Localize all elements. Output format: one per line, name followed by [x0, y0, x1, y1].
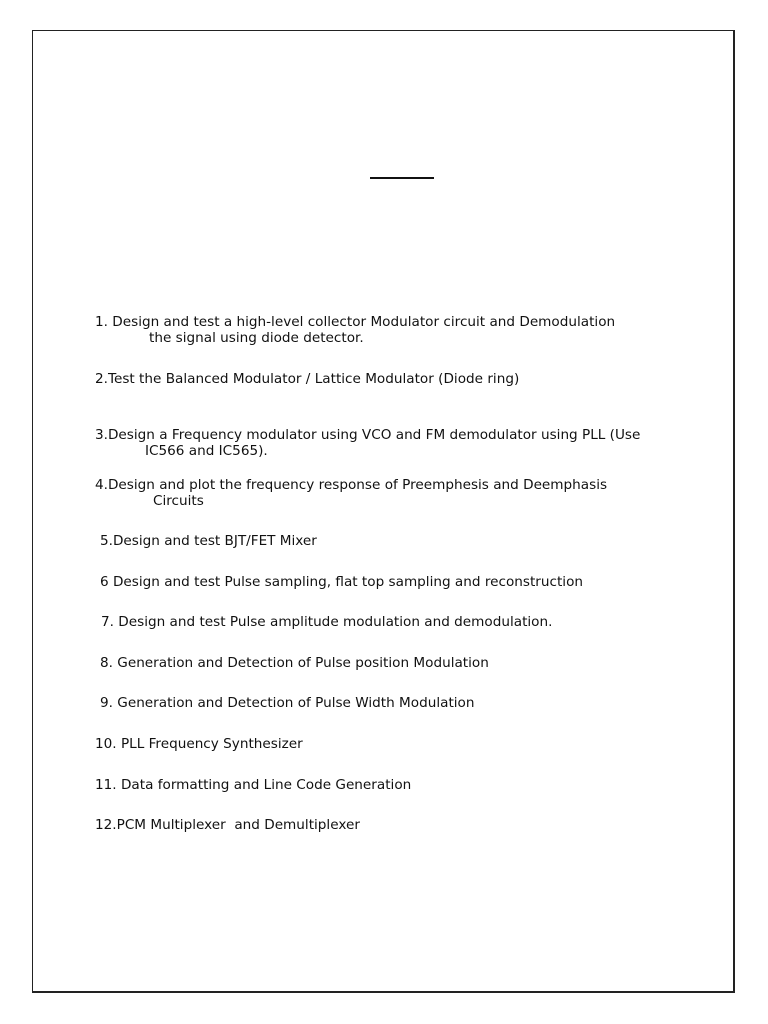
experiment-10-line-1: 10. PLL Frequency Synthesizer: [95, 736, 303, 752]
page-border: [32, 30, 735, 993]
experiment-1-line-1: 1. Design and test a high-level collector Modulator circuit and Demodulation: [95, 314, 616, 330]
experiment-item-9: [100, 695, 475, 711]
experiment-4-line-1: 4.Design and plot the frequency response of Preemphesis and Deemphasis: [95, 477, 608, 493]
experiment-9-line-1: 9. Generation and Detection of Pulse Width Modulation: [100, 695, 475, 711]
experiment-item-6: [100, 574, 583, 590]
experiment-4-line-2: Circuits: [153, 493, 204, 509]
experiment-3-line-2: IC566 and IC565).: [145, 443, 268, 459]
experiment-item-11: [95, 777, 411, 793]
experiment-11-line-1: 11. Data formatting and Line Code Generation: [95, 777, 412, 793]
experiment-item-10: [95, 736, 303, 752]
title-underline: [370, 177, 434, 179]
experiment-item-2: [95, 371, 519, 387]
experiment-item-4: [95, 477, 607, 509]
experiment-2-line-1: 2.Test the Balanced Modulator / Lattice Modulator (Diode ring): [95, 371, 520, 387]
experiment-12-line-1: 12.PCM Multiplexer and Demultiplexer: [95, 817, 360, 833]
experiment-item-1: [95, 314, 615, 346]
experiment-item-7: [101, 614, 552, 630]
experiment-item-5: [100, 533, 317, 549]
experiment-8-line-1: 8. Generation and Detection of Pulse position Modulation: [100, 655, 489, 671]
experiment-item-3: [95, 427, 640, 459]
experiment-item-8: [100, 655, 489, 671]
experiment-3-line-1: 3.Design a Frequency modulator using VCO and FM demodulator using PLL (Use: [95, 427, 641, 443]
experiment-item-12: [95, 817, 360, 833]
experiment-5-line-1: 5.Design and test BJT/FET Mixer: [100, 533, 317, 549]
experiment-7-line-1: 7. Design and test Pulse amplitude modulation and demodulation.: [101, 614, 553, 630]
experiment-1-line-2: the signal using diode detector.: [149, 330, 364, 346]
experiment-6-line-1: 6 Design and test Pulse sampling, flat top sampling and reconstruction: [100, 574, 584, 590]
